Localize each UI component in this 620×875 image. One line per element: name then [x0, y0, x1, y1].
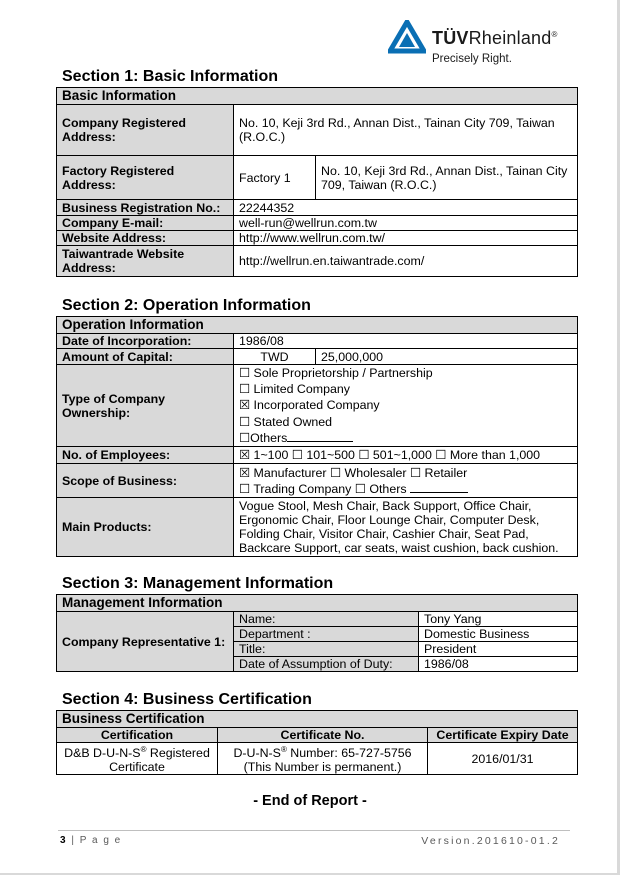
- capital-value: 25,000,000: [316, 349, 578, 365]
- ownership-options: [234, 365, 578, 447]
- company-address-label: Company Registered Address:: [57, 105, 234, 156]
- footer-page-number: 3 | P a g e: [60, 835, 122, 846]
- field-value: President: [419, 642, 578, 657]
- certificate-number: D-U-N-S® Number: 65-727-5756 (This Number is permanent.): [218, 743, 428, 775]
- table-header: Management Information: [57, 595, 578, 612]
- field-value: 1986/08: [419, 657, 578, 672]
- email-value: well-run@wellrun.com.tw: [234, 216, 578, 231]
- scope-line: ☒ Manufacturer ☐ Wholesaler ☐ Retailer: [239, 465, 468, 480]
- logo-tagline: Precisely Right.: [432, 53, 512, 65]
- checkbox-option: ☒ Incorporated Company: [239, 398, 380, 413]
- end-of-report: - End of Report -: [253, 793, 367, 809]
- certificate-expiry: 2016/01/31: [428, 743, 578, 775]
- representative-label: Company Representative 1:: [57, 612, 234, 672]
- email-label: Company E-mail:: [57, 216, 234, 231]
- field-label: Department :: [234, 627, 419, 642]
- brn-value: 22244352: [234, 200, 578, 216]
- section4-title: Section 4: Business Certification: [62, 691, 312, 708]
- column-header: Certification: [57, 728, 218, 743]
- footer-divider: [58, 830, 570, 831]
- footer-version: Version.201610-01.2: [421, 835, 560, 847]
- table-header: Basic Information: [57, 88, 578, 105]
- table-header: Operation Information: [57, 317, 578, 334]
- logo-brand: TÜVRheinland®: [432, 28, 558, 48]
- triangle-logo-icon: [388, 20, 426, 54]
- basic-info-table: [56, 87, 578, 277]
- business-cert-table: [56, 710, 578, 775]
- checkbox-option-others: ☐Others: [239, 430, 572, 446]
- checkbox-option: ☐ Stated Owned: [239, 414, 333, 429]
- ownership-label: Type of Company Ownership:: [57, 365, 234, 447]
- products-label: Main Products:: [57, 498, 234, 557]
- employees-label: No. of Employees:: [57, 447, 234, 464]
- tuv-rheinland-logo: [388, 20, 578, 70]
- certification-name: D&B D-U-N-S® Registered Certificate: [57, 743, 218, 775]
- incorporation-label: Date of Incorporation:: [57, 334, 234, 349]
- operation-info-table: [56, 316, 578, 557]
- website-label: Website Address:: [57, 231, 234, 246]
- field-label: Name:: [234, 612, 419, 627]
- field-value: Tony Yang: [419, 612, 578, 627]
- company-address-value: No. 10, Keji 3rd Rd., Annan Dist., Tainan City 709, Taiwan (R.O.C.): [234, 105, 578, 156]
- capital-label: Amount of Capital:: [57, 349, 234, 365]
- section1-title: Section 1: Basic Information: [62, 68, 279, 85]
- taiwantrade-label: Taiwantrade Website Address:: [57, 246, 234, 277]
- scope-value: [234, 464, 578, 498]
- management-info-table: [56, 594, 578, 672]
- field-label: Date of Assumption of Duty:: [234, 657, 419, 672]
- field-label: Title:: [234, 642, 419, 657]
- scope-label: Scope of Business:: [57, 464, 234, 498]
- taiwantrade-value: http://wellrun.en.taiwantrade.com/: [234, 246, 578, 277]
- employees-value: ☒ 1~100 ☐ 101~500 ☐ 501~1,000 ☐ More than 1,000: [234, 447, 578, 464]
- products-value: Vogue Stool, Mesh Chair, Back Support, Office Chair, Ergonomic Chair, Floor Lounge Chair, Computer Desk, Folding Chair, Visitor Chair, Cashier Chair, Seat Pad, Backcare Support, car seats, waist cushion, back cushion.: [234, 498, 578, 557]
- factory-name: Factory 1: [234, 156, 316, 200]
- table-header: Business Certification: [57, 711, 578, 728]
- factory-address-label: Factory Registered Address:: [57, 156, 234, 200]
- checkbox-option: ☐ Limited Company: [239, 382, 350, 397]
- website-value: http://www.wellrun.com.tw/: [234, 231, 578, 246]
- capital-currency: TWD: [234, 349, 316, 365]
- section2-title: Section 2: Operation Information: [62, 297, 311, 314]
- field-value: Domestic Business: [419, 627, 578, 642]
- incorporation-value: 1986/08: [234, 334, 578, 349]
- checkbox-option: ☐ Sole Proprietorship / Partnership: [239, 366, 433, 380]
- column-header: Certificate No.: [218, 728, 428, 743]
- scope-line: ☐ Trading Company ☐ Others: [239, 481, 572, 497]
- brn-label: Business Registration No.:: [57, 200, 234, 216]
- factory-address-value: No. 10, Keji 3rd Rd., Annan Dist., Tainan City 709, Taiwan (R.O.C.): [316, 156, 578, 200]
- section3-title: Section 3: Management Information: [62, 575, 334, 592]
- column-header: Certificate Expiry Date: [428, 728, 578, 743]
